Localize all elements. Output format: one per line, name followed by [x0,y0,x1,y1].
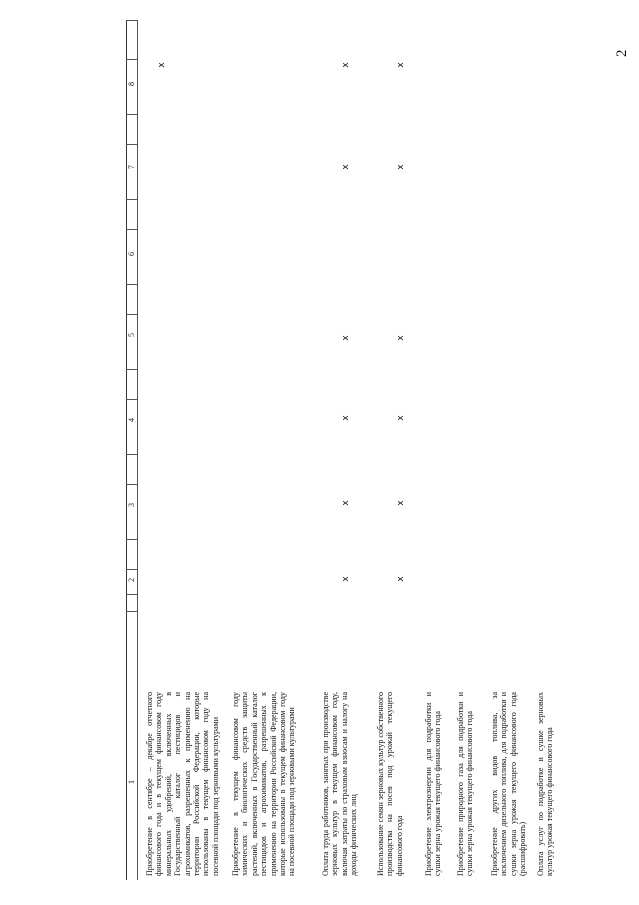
row-description: Приобретение других видов топлива, за исключением дизельного топлива, для подработки и сушки зерна урожая текущего финансового года (расшифровать) [490,692,528,876]
col-separator [126,284,137,285]
row-mark-col4: x [396,415,406,421]
col-separator [126,454,137,455]
row-mark-col3: x [341,500,351,506]
col-separator [126,229,137,230]
row-description: Приобретение электроэнергии для подработки и сушки зерна урожая текущего финансового года [424,692,443,876]
table-top-border [126,20,127,880]
row-mark-col7: x [396,164,406,170]
col-header-8: 8 [127,82,136,86]
row-description: Использование семян зерновых культур собственного производства на посев под урожай текущего финансового года [376,692,404,876]
data-table [126,20,611,880]
col-header-3: 3 [127,503,136,507]
col-separator [126,399,137,400]
col-separator [126,484,137,485]
col-separator [126,314,137,315]
row-description: Приобретение в текущем финансовом году химических и биологических средств защиты растений, включенных в Государственный каталог пестицидов и агрохимикатов, разрешенных к применению на территории Российской Федерации, которые использованы в текущем финансовом году на посевной площади под зерновыми культурами [231,692,297,876]
col-header-5: 5 [127,333,136,337]
col-separator [126,569,137,570]
row-mark-col4: x [341,415,351,421]
row-mark-col8: x [396,62,406,68]
col-header-7: 7 [127,165,136,169]
row-mark-col2: x [396,576,406,582]
col-header-1: 1 [127,780,136,784]
col-separator [126,59,137,60]
col-header-4: 4 [127,418,136,422]
col-separator [126,611,137,612]
col-separator [126,539,137,540]
col-header-2: 2 [127,578,136,582]
col-separator [126,20,137,21]
col-separator [126,594,137,595]
row-description: Оплата труда работников, занятых при производстве зерновых культур в текущем финансовом году, включая затраты по страховым взносам и налогу на доходы физических лиц [321,692,359,876]
col-separator [126,369,137,370]
col-separator [126,114,137,115]
row-mark-col7: x [341,164,351,170]
row-mark-col5: x [396,335,406,341]
page-number: 2 [614,49,630,57]
row-description: Оплата услуг по подработке и сушке зерновых культур урожая текущего финансового года [536,692,555,876]
col-header-6: 6 [127,252,136,256]
row-description: Приобретение в сентябре – декабре отчетного финансового года и в текущем финансовом году минеральных удобрений, включенных в Государственный каталог пестицидов и агрохимикатов, разрешенных к применению на территории Российской Федерации, которые использованы в текущем финансовом году на посевной площади под зерновыми культурами [145,692,220,876]
header-bottom-border [137,20,138,880]
row-mark-col5: x [341,335,351,341]
row-mark-col2: x [341,576,351,582]
row-mark-col8: x [341,62,351,68]
row-mark-col8: x [157,62,167,68]
row-mark-col3: x [396,500,406,506]
col-separator [126,144,137,145]
col-separator [126,199,137,200]
row-description: Приобретение природного газа для подработки и сушки зерна урожая текущего финансового года [456,692,475,876]
